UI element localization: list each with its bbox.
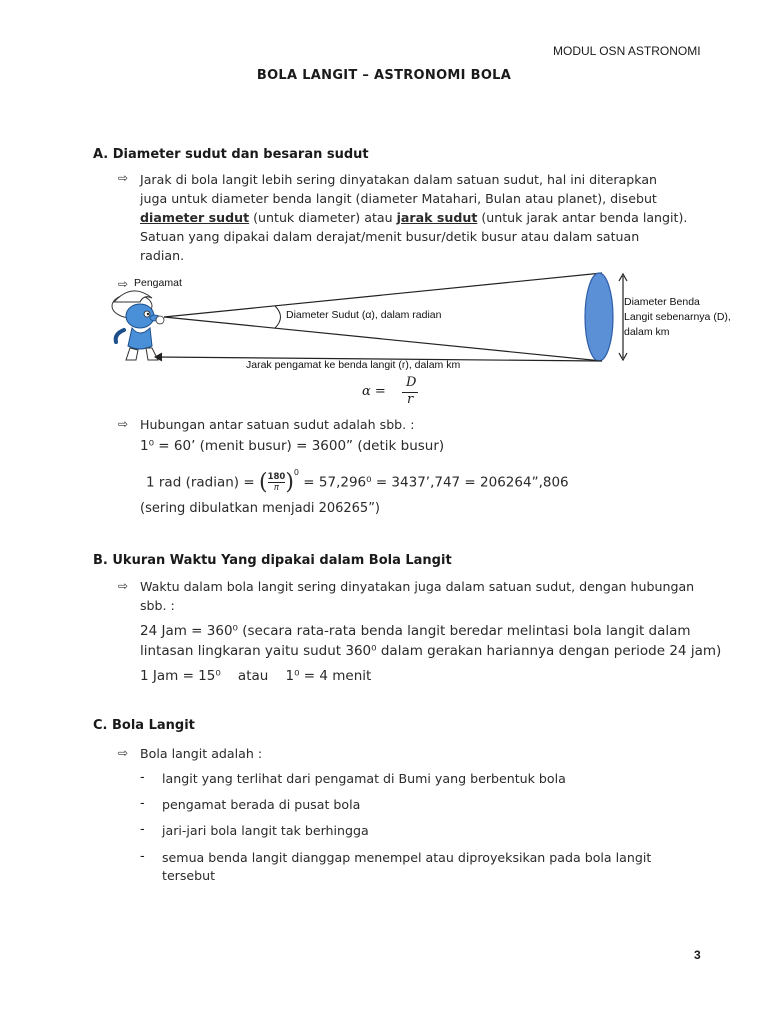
para-line: juga untuk diameter benda langit (diameter Matahari, Bulan atau planet), disebut — [140, 191, 657, 206]
time-line-3: 1 Jam = 15⁰ atau 1⁰ = 4 menit — [140, 668, 372, 684]
dash-bullet: - — [140, 770, 145, 785]
section-c-heading: C. Bola Langit — [93, 718, 195, 733]
list-item: semua benda langit dianggap menempel atau diproyeksikan pada bola langit — [162, 850, 652, 865]
page-title: BOLA LANGIT – ASTRONOMI BOLA — [256, 68, 512, 83]
time-line-2: lintasan lingkaran yaitu sudut 360⁰ dalam gerakan hariannya dengan periode 24 jam) — [140, 643, 722, 659]
dash-bullet: - — [140, 849, 145, 864]
section-c-intro: Bola langit adalah : — [140, 746, 263, 761]
celestial-body-ellipse — [585, 273, 613, 361]
list-item-continued: tersebut — [162, 868, 216, 883]
formula-numerator: D — [406, 375, 417, 390]
true-diameter-label — [624, 295, 731, 340]
section-a-paragraph — [140, 170, 720, 265]
para-line: Waktu dalam bola langit sering dinyatakan juga dalam satuan sudut, dengan hubungan — [140, 579, 695, 594]
arrow-bullet-icon: ⇨ — [118, 579, 129, 593]
label-line: Langit sebenarnya (D), — [624, 311, 731, 323]
text-fragment: (untuk jarak antar benda langit). — [477, 210, 688, 225]
paren-open: ( — [258, 469, 268, 495]
list-item: pengamat berada di pusat bola — [162, 797, 361, 812]
para-line — [140, 208, 720, 227]
angle-arc — [275, 306, 281, 328]
angle-label: Diameter Sudut (α), dalam radian — [286, 309, 442, 321]
formula-denominator: r — [407, 392, 414, 407]
arrow-bullet-icon: ⇨ — [118, 277, 129, 291]
para-line: radian. — [140, 248, 185, 263]
section-b-paragraph — [140, 577, 720, 615]
fraction-180: 180 — [267, 472, 286, 482]
section-b-heading: B. Ukuran Waktu Yang dipakai dalam Bola Langit — [93, 553, 452, 568]
page-number: 3 — [694, 948, 701, 962]
arrow-bullet-icon: ⇨ — [118, 417, 129, 431]
dash-bullet: - — [140, 796, 145, 811]
term-jarak-sudut: jarak sudut — [396, 210, 478, 225]
fraction-pi: π — [273, 483, 279, 493]
distance-label: Jarak pengamat ke benda langit (r), dalam km — [246, 359, 461, 371]
list-item: jari-jari bola langit tak berhingga — [162, 823, 369, 838]
observer-label: Pengamat — [134, 277, 182, 289]
radian-lhs: 1 rad (radian) = — [146, 474, 259, 491]
relation-rounded: (sering dibulatkan menjadi 206265”) — [140, 501, 380, 516]
paren-close: ) — [285, 469, 294, 495]
fraction-180-pi — [268, 472, 286, 493]
relation-radian: 1 rad (radian) = ( $\frac{180}{\pi}$ )$^0$ = 57,296⁰ = 3437’,747 = 206264”,806 — [146, 468, 569, 495]
arrow-bullet-icon: ⇨ — [118, 171, 129, 185]
label-line: dalam km — [624, 326, 670, 338]
section-a-heading: A. Diameter sudut dan besaran sudut — [93, 147, 369, 162]
observer-figure-icon — [112, 291, 164, 360]
term-diameter-sudut: diameter sudut — [140, 210, 250, 225]
arrow-bullet-icon: ⇨ — [118, 746, 129, 760]
module-header: MODUL OSN ASTRONOMI — [553, 44, 701, 58]
time-line-1: 24 Jam = 360⁰ (secara rata-rata benda langit beredar melintasi bola langit dalam — [140, 623, 691, 639]
radian-rhs: = 57,296⁰ = 3437’,747 = 206264”,806 — [299, 474, 569, 491]
list-item: langit yang terlihat dari pengamat di Bumi yang berbentuk bola — [162, 771, 566, 786]
cone-lower-line — [164, 317, 602, 361]
time-relations — [140, 621, 740, 686]
text-fragment: (untuk diameter) atau — [249, 210, 397, 225]
para-line: Jarak di bola langit lebih sering dinyatakan dalam satuan sudut, hal ini diterapkan — [140, 172, 658, 187]
relations-intro: Hubungan antar satuan sudut adalah sbb. : — [140, 417, 415, 432]
label-line: Diameter Benda — [624, 296, 700, 308]
dash-bullet: - — [140, 822, 145, 837]
para-line: Satuan yang dipakai dalam derajat/menit busur/detik busur atau dalam satuan — [140, 229, 640, 244]
formula-lhs: α = — [362, 384, 386, 399]
para-line: sbb. : — [140, 598, 175, 613]
relation-degree: 1⁰ = 60’ (menit busur) = 3600” (detik busur) — [140, 438, 445, 454]
